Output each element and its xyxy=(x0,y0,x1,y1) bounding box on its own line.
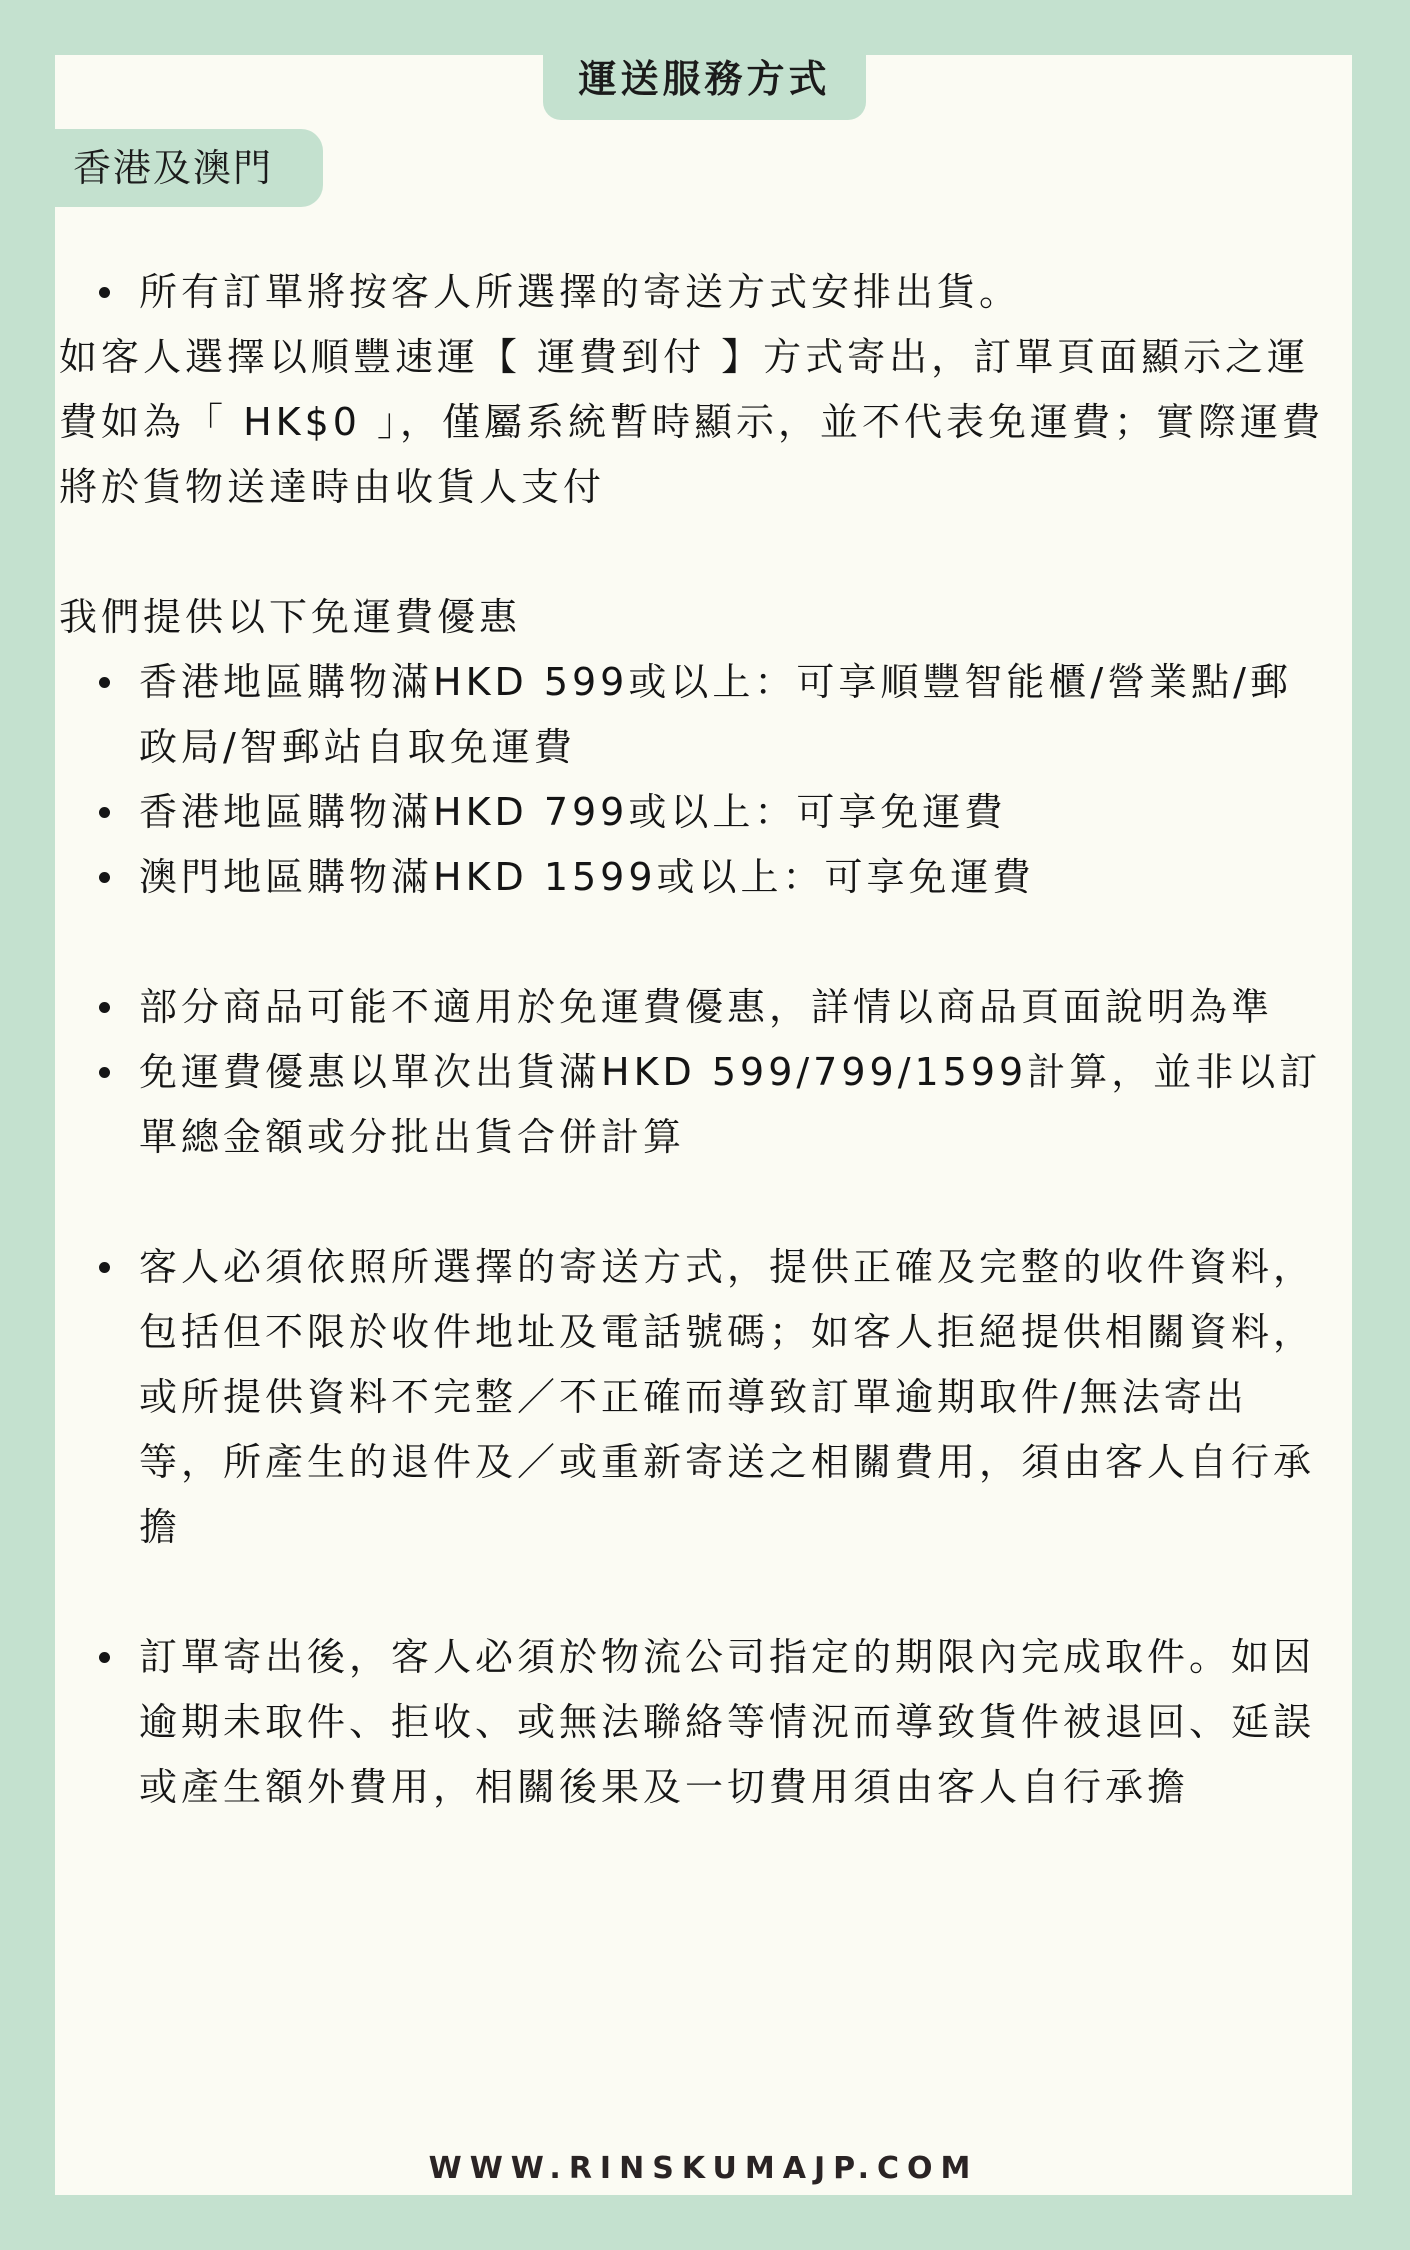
offer-item: 澳門地區購物滿HKD 1599或以上：可享免運費 xyxy=(59,845,1349,910)
note-item: 免運費優惠以單次出貨滿HKD 599/799/1599計算，並非以訂單總金額或分批出貨合併計算 xyxy=(59,1040,1349,1170)
note-item: 部分商品可能不適用於免運費優惠，詳情以商品頁面說明為準 xyxy=(59,975,1349,1040)
notes-list xyxy=(59,975,1349,1170)
website-footer: WWW.RINSKUMAJP.COM xyxy=(428,2151,979,2186)
offers-heading: 我們提供以下免運費優惠 xyxy=(59,595,522,639)
pickup-info-item: 訂單寄出後，客人必須於物流公司指定的期限內完成取件。如因逾期未取件、拒收、或無法聯絡等情況而導致貨件被退回、延誤或產生額外費用，相關後果及一切費用須由客人自行承擔 xyxy=(59,1625,1349,1820)
intro-list xyxy=(59,260,1349,325)
page-title: 運送服務方式 xyxy=(543,55,866,120)
region-label: 香港及澳門 xyxy=(55,129,323,207)
customer-info-item: 客人必須依照所選擇的寄送方式，提供正確及完整的收件資料，包括但不限於收件地址及電話號碼；如客人拒絕提供相關資料，或所提供資料不完整／不正確而導致訂單逾期取件/無法寄出等，所產生的退件及／或重新寄送之相關費用，須由客人自行承擔 xyxy=(59,1235,1349,1560)
offer-item: 香港地區購物滿HKD 599或以上：可享順豐智能櫃/營業點/郵政局/智郵站自取免運費 xyxy=(59,650,1349,780)
offer-item: 香港地區購物滿HKD 799或以上：可享免運費 xyxy=(59,780,1349,845)
content-body xyxy=(59,260,1349,1820)
intro-paragraph: 如客人選擇以順豐速運【 運費到付 】方式寄出，訂單頁面顯示之運費如為「 HK$0 」，僅屬系統暫時顯示，並不代表免運費；實際運費將於貨物送達時由收貨人支付 xyxy=(59,335,1325,509)
customer-info-list xyxy=(59,1235,1349,1560)
pickup-info-list xyxy=(59,1625,1349,1820)
offers-list xyxy=(59,650,1349,910)
info-card xyxy=(55,55,1352,2195)
intro-bullet: 所有訂單將按客人所選擇的寄送方式安排出貨。 xyxy=(59,260,1349,325)
